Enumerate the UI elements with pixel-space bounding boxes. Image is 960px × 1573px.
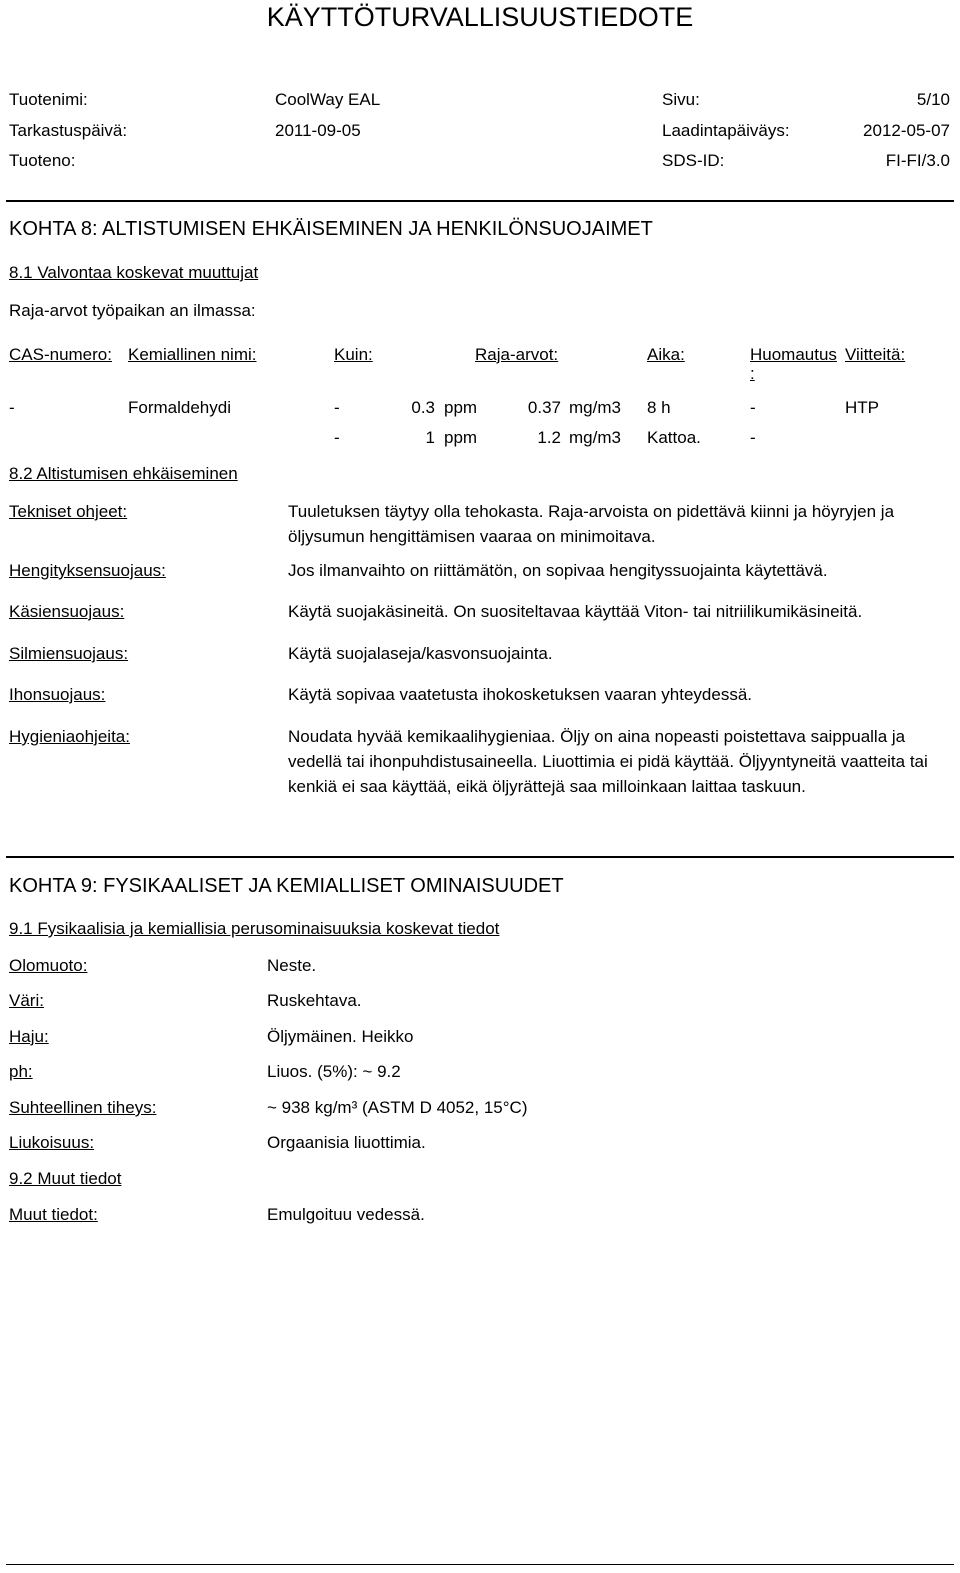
section-8-title: KOHTA 8: ALTISTUMISEN EHKÄISEMINEN JA HENKILÖNSUOJAIMET bbox=[9, 218, 653, 240]
page-number: 5/10 bbox=[916, 90, 950, 109]
property-label-odor: Haju: bbox=[9, 1027, 49, 1046]
row2-mg-unit: mg/m3 bbox=[569, 428, 621, 447]
footer-divider bbox=[6, 1564, 954, 1565]
header-divider bbox=[6, 200, 954, 202]
control-label-hands: Käsiensuojaus: bbox=[9, 602, 125, 621]
col-header-form: Kuin: bbox=[334, 345, 373, 364]
row1-mg-unit: mg/m3 bbox=[569, 398, 621, 417]
row1-chemical: Formaldehydi bbox=[128, 398, 231, 417]
property-value-density: ~ 938 kg/m³ (ASTM D 4052, 15°C) bbox=[267, 1098, 528, 1117]
control-text-respiratory: Jos ilmanvaihto on riittämätön, on sopivaa hengityssuojainta käytettävä. bbox=[288, 561, 828, 580]
created-date-label: Laadintapäiväys: bbox=[662, 121, 790, 140]
control-text-skin: Käytä sopivaa vaatetusta ihokosketuksen vaaran yhteydessä. bbox=[288, 685, 753, 704]
control-text-hands: Käytä suojakäsineitä. On suositeltavaa käyttää Viton- tai nitriilikumikäsineitä. bbox=[288, 602, 863, 621]
row1-mg-value: 0.37 bbox=[527, 398, 561, 417]
sds-id: FI-FI/3.0 bbox=[885, 151, 950, 170]
review-date: 2011-09-05 bbox=[275, 121, 361, 140]
property-value-odor: Öljymäinen. Heikko bbox=[267, 1027, 414, 1046]
control-label-hygiene: Hygieniaohjeita: bbox=[9, 727, 130, 746]
row1-note: - bbox=[750, 398, 756, 417]
product-no-label: Tuoteno: bbox=[9, 151, 76, 170]
row2-form: - bbox=[334, 428, 340, 447]
product-name-label: Tuotenimi: bbox=[9, 90, 88, 109]
col-header-note: Huomautus bbox=[750, 345, 837, 364]
created-date: 2012-05-07 bbox=[863, 121, 950, 140]
control-text-eyes: Käytä suojalaseja/kasvonsuojainta. bbox=[288, 644, 553, 663]
property-label-density: Suhteellinen tiheys: bbox=[9, 1098, 157, 1117]
control-label-respiratory: Hengityksensuojaus: bbox=[9, 561, 166, 580]
col-header-chemical: Kemiallinen nimi: bbox=[128, 345, 257, 364]
section-9-title: KOHTA 9: FYSIKAALISET JA KEMIALLISET OMINAISUUDET bbox=[9, 875, 564, 897]
other-info-label: Muut tiedot: bbox=[9, 1205, 98, 1224]
control-label-technical: Tekniset ohjeet: bbox=[9, 502, 128, 521]
row2-ppm-value: 1 bbox=[425, 428, 435, 447]
property-value-ph: Liuos. (5%): ~ 9.2 bbox=[267, 1062, 401, 1081]
col-header-note-colon: : bbox=[750, 364, 755, 383]
page-label: Sivu: bbox=[662, 90, 700, 109]
row2-time: Kattoa. bbox=[647, 428, 701, 447]
property-value-state: Neste. bbox=[267, 956, 317, 975]
section-8-1-title: 8.1 Valvontaa koskevat muuttujat bbox=[9, 263, 259, 282]
property-label-solubility: Liukoisuus: bbox=[9, 1133, 95, 1152]
col-header-time: Aika: bbox=[647, 345, 685, 364]
document-title: KÄYTTÖTURVALLISUUSTIEDOTE bbox=[266, 2, 694, 32]
section-9-2-title: 9.2 Muut tiedot bbox=[9, 1169, 122, 1188]
section-8-2-title: 8.2 Altistumisen ehkäiseminen bbox=[9, 464, 238, 483]
control-label-skin: Ihonsuojaus: bbox=[9, 685, 106, 704]
col-header-cas: CAS-numero: bbox=[9, 345, 112, 364]
row2-mg-value: 1.2 bbox=[537, 428, 561, 447]
property-value-solubility: Orgaanisia liuottimia. bbox=[267, 1133, 426, 1152]
row1-refs: HTP bbox=[845, 398, 879, 417]
property-label-color: Väri: bbox=[9, 991, 44, 1010]
other-info-value: Emulgoituu vedessä. bbox=[267, 1205, 425, 1224]
row2-ppm-unit: ppm bbox=[444, 428, 478, 447]
col-header-refs: Viitteitä: bbox=[845, 345, 906, 364]
property-label-ph: ph: bbox=[9, 1062, 33, 1081]
row1-ppm-value: 0.3 bbox=[411, 398, 435, 417]
control-text-technical: Tuuletuksen täytyy olla tehokasta. Raja-arvoista on pidettävä kiinni ja höyryjen ja öljysumun hengittämisen vaaraa on minimoitava. bbox=[288, 502, 895, 546]
control-label-eyes: Silmiensuojaus: bbox=[9, 644, 129, 663]
property-value-color: Ruskehtava. bbox=[267, 991, 362, 1010]
row1-time: 8 h bbox=[647, 398, 671, 417]
section-9-1-title: 9.1 Fysikaalisia ja kemiallisia perusominaisuuksia koskevat tiedot bbox=[9, 919, 500, 938]
row2-note: - bbox=[750, 428, 756, 447]
row1-ppm-unit: ppm bbox=[444, 398, 478, 417]
col-header-limits: Raja-arvot: bbox=[475, 345, 559, 364]
control-text-hygiene: Noudata hyvää kemikaalihygieniaa. Öljy on aina nopeasti poistettava saippualla ja vedellä tai ihonpuhdistusaineella. Liuottimia ei pidä käyttää. Öljyyntyneitä vaatteita tai kenkiä ei saa käyttää, eikä öljyrättejä saa milloinkaan laittaa taskuun. bbox=[288, 727, 928, 796]
row1-form: - bbox=[334, 398, 340, 417]
property-label-state: Olomuoto: bbox=[9, 956, 88, 975]
limits-intro: Raja-arvot työpaikan an ilmassa: bbox=[9, 301, 256, 320]
section-divider bbox=[6, 856, 954, 858]
product-name: CoolWay EAL bbox=[275, 90, 381, 109]
row1-cas: - bbox=[9, 398, 15, 417]
review-date-label: Tarkastuspäivä: bbox=[9, 121, 128, 140]
sds-id-label: SDS-ID: bbox=[662, 151, 725, 170]
